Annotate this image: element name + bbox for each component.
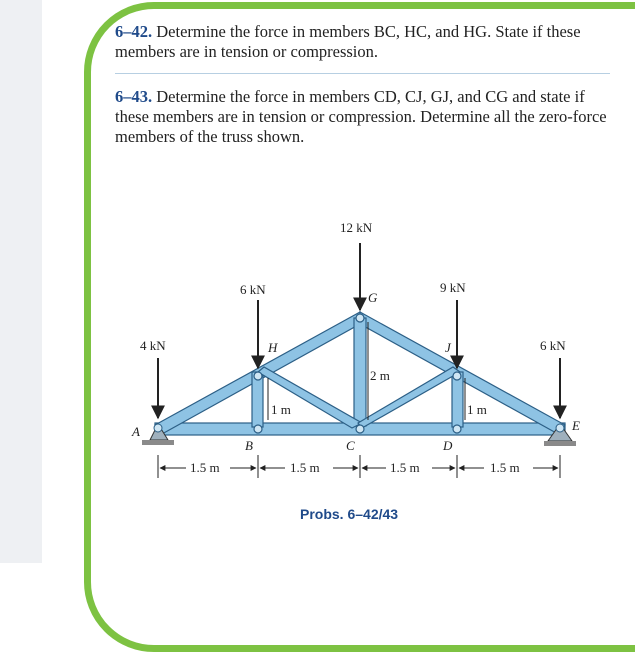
load-label-a: 4 kN <box>140 338 166 353</box>
dim-label-4: 1.5 m <box>490 460 520 475</box>
problem-text: Determine the force in members BC, HC, and HG. State if these members are in tension or compression. <box>115 22 581 61</box>
height-label-2: 2 m <box>370 368 390 383</box>
node-label-a: A <box>132 424 140 439</box>
load-label-g: 12 kN <box>340 220 373 235</box>
node-label-g: G <box>368 290 378 305</box>
node-label-d: D <box>443 438 453 453</box>
load-label-h: 6 kN <box>240 282 266 297</box>
member-gc <box>354 318 366 426</box>
problem-number: 6–42. <box>115 22 153 41</box>
height-label-3: 1 m <box>467 402 487 417</box>
dim-label-1: 1.5 m <box>190 460 220 475</box>
load-label-e: 6 kN <box>540 338 566 353</box>
member-hc <box>258 367 362 428</box>
problem-text: Determine the force in members CD, CJ, GJ, and CG and state if these members are in tension or compression. Determine all the zero-force members of the truss shown. <box>115 87 607 146</box>
node-label-j: J <box>445 340 451 355</box>
node-label-c: C <box>346 438 355 453</box>
figure-caption: Probs. 6–42/43 <box>300 506 399 522</box>
dim-label-3: 1.5 m <box>390 460 420 475</box>
node-label-b: B <box>245 438 253 453</box>
problem-number: 6–43. <box>115 87 153 106</box>
node-label-h: H <box>268 340 278 355</box>
load-label-j: 9 kN <box>440 280 466 295</box>
node-label-e: E <box>572 418 580 433</box>
dim-label-2: 1.5 m <box>290 460 320 475</box>
height-label-1: 1 m <box>271 402 291 417</box>
